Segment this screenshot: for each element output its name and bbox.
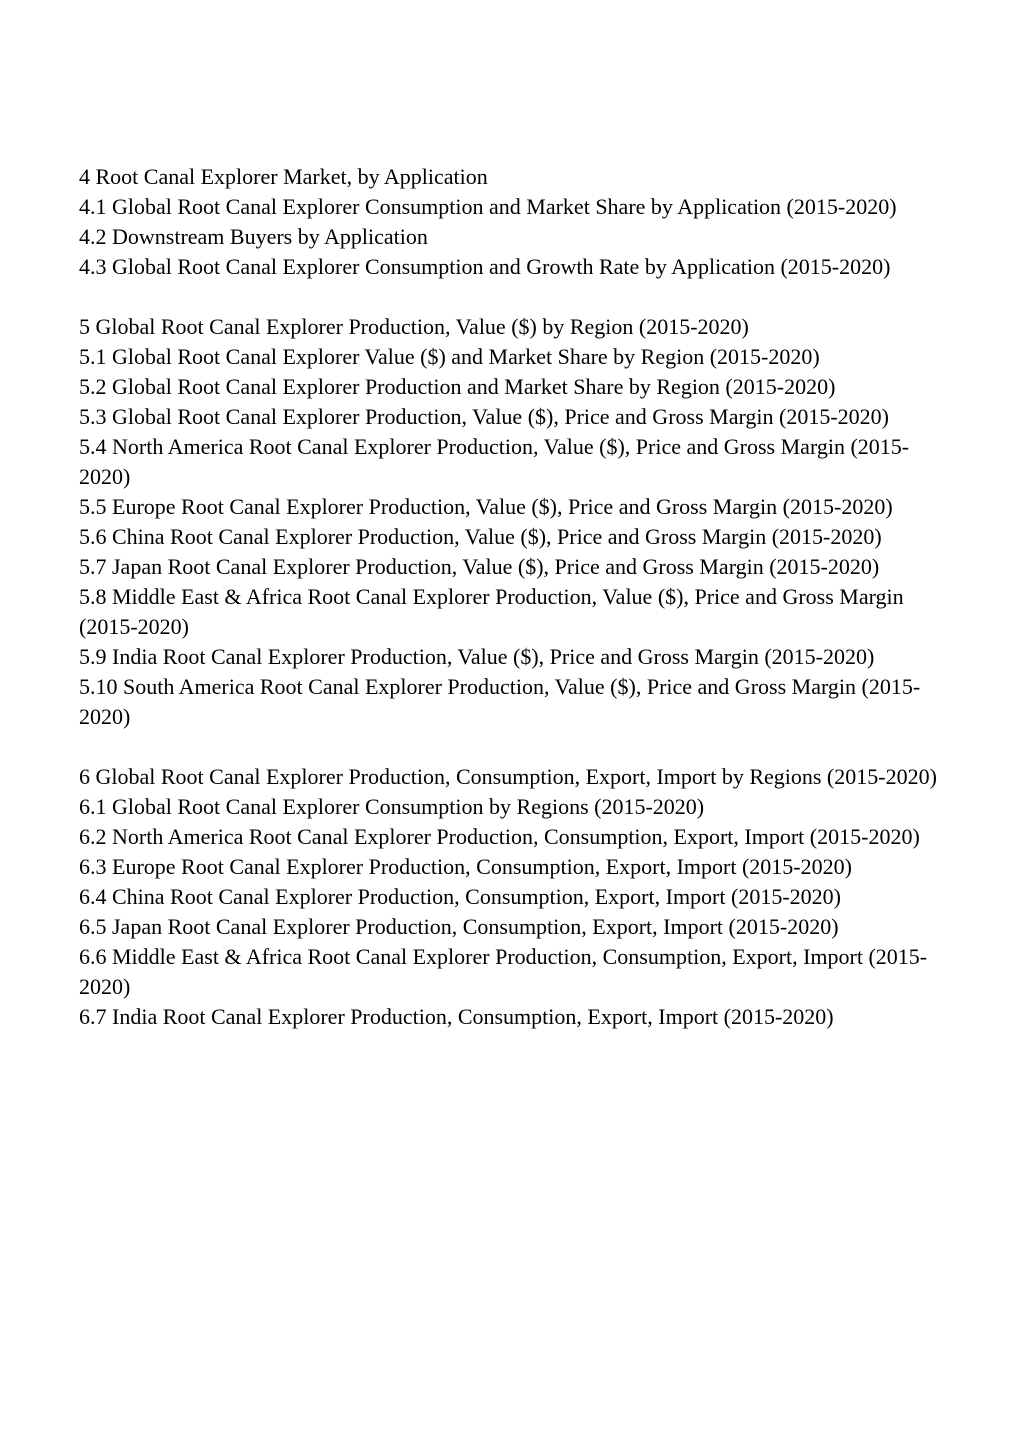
toc-heading: 5 Global Root Canal Explorer Production, Value ($) by Region (2015-2020) — [79, 314, 749, 339]
toc-entry: 5.3 Global Root Canal Explorer Production, Value ($), Price and Gross Margin (2015-2020) — [79, 404, 889, 429]
toc-heading: 6 Global Root Canal Explorer Production, Consumption, Export, Import by Regions (2015-2020) — [79, 764, 937, 789]
toc-entry: 5.10 South America Root Canal Explorer Production, Value ($), Price and Gross Margin (2015-2020) — [79, 674, 921, 729]
toc-entry: 5.9 India Root Canal Explorer Production, Value ($), Price and Gross Margin (2015-2020) — [79, 644, 875, 669]
toc-entry: 6.4 China Root Canal Explorer Production, Consumption, Export, Import (2015-2020) — [79, 884, 841, 909]
toc-entry: 5.1 Global Root Canal Explorer Value ($) and Market Share by Region (2015-2020) — [79, 344, 820, 369]
toc-entry: 5.4 North America Root Canal Explorer Production, Value ($), Price and Gross Margin (2015-2020) — [79, 434, 910, 489]
toc-entry: 5.8 Middle East & Africa Root Canal Explorer Production, Value ($), Price and Gross Margin (2015-2020) — [79, 584, 904, 639]
toc-entry: 4.3 Global Root Canal Explorer Consumption and Growth Rate by Application (2015-2020) — [79, 254, 891, 279]
toc-entry: 5.7 Japan Root Canal Explorer Production, Value ($), Price and Gross Margin (2015-2020) — [79, 554, 880, 579]
toc-entry: 6.2 North America Root Canal Explorer Production, Consumption, Export, Import (2015-2020) — [79, 824, 920, 849]
toc-entry: 6.7 India Root Canal Explorer Production, Consumption, Export, Import (2015-2020) — [79, 1004, 834, 1029]
toc-entry: 6.3 Europe Root Canal Explorer Production, Consumption, Export, Import (2015-2020) — [79, 854, 852, 879]
toc-entry: 5.6 China Root Canal Explorer Production, Value ($), Price and Gross Margin (2015-2020) — [79, 524, 882, 549]
toc-entry: 4.2 Downstream Buyers by Application — [79, 224, 428, 249]
toc-entry: 6.6 Middle East & Africa Root Canal Explorer Production, Consumption, Export, Import (2015-2020) — [79, 944, 928, 999]
toc-entry: 5.5 Europe Root Canal Explorer Production, Value ($), Price and Gross Margin (2015-2020) — [79, 494, 893, 519]
toc-section-5 — [79, 312, 959, 732]
toc-heading: 4 Root Canal Explorer Market, by Application — [79, 164, 488, 189]
toc-entry: 5.2 Global Root Canal Explorer Production and Market Share by Region (2015-2020) — [79, 374, 836, 399]
toc-entry: 4.1 Global Root Canal Explorer Consumption and Market Share by Application (2015-2020) — [79, 194, 897, 219]
toc-entry: 6.1 Global Root Canal Explorer Consumption by Regions (2015-2020) — [79, 794, 705, 819]
toc-entry: 6.5 Japan Root Canal Explorer Production, Consumption, Export, Import (2015-2020) — [79, 914, 839, 939]
toc-section-6 — [79, 762, 959, 1032]
table-of-contents — [79, 162, 959, 1032]
toc-section-4 — [79, 162, 959, 282]
